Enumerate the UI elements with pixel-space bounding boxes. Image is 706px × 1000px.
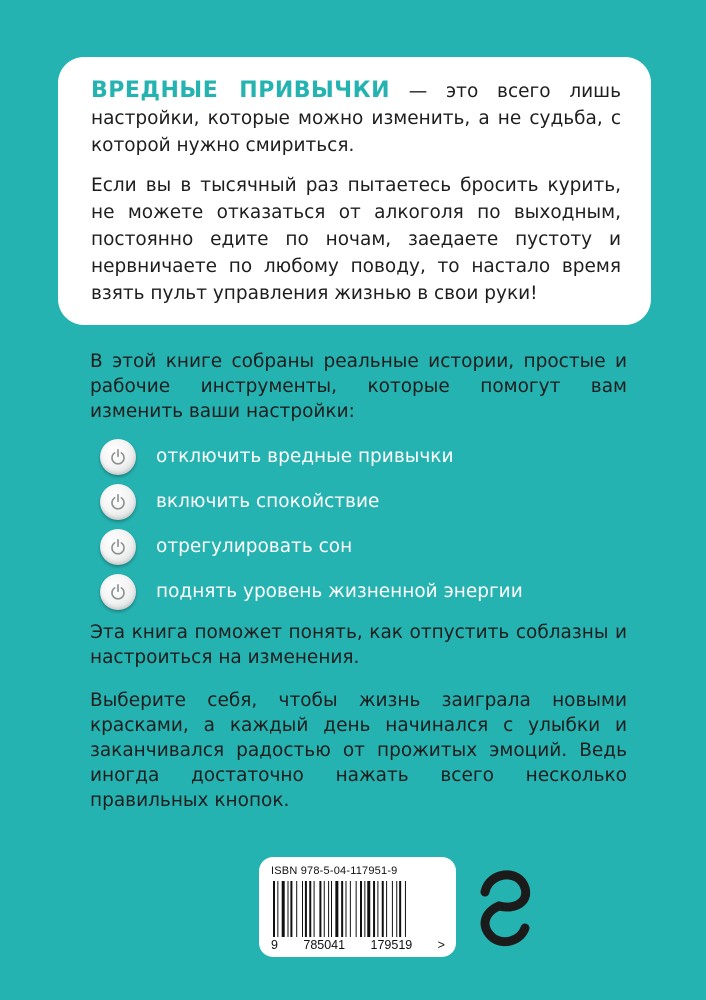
power-icon — [100, 439, 136, 475]
isbn-text: ISBN 978-5-04-117951-9 — [271, 865, 398, 877]
barcode-bar — [367, 881, 370, 937]
barcode-bar — [296, 881, 297, 937]
barcode-bar — [324, 881, 325, 937]
list-item — [100, 479, 523, 524]
barcode-bar — [290, 881, 292, 937]
ean-digit-lead: 9 — [271, 938, 278, 952]
list-item-label: отключить вредные привычки — [156, 446, 454, 467]
intro-paragraph: В этой книге собраны реальные истории, простые и рабочие инструменты, которые помогут вам изменить ваши настройки: — [90, 351, 627, 422]
barcode-bar — [392, 881, 393, 937]
barcode-bar — [382, 881, 384, 937]
barcode-bar — [350, 881, 351, 937]
list-item-label: отрегулировать сон — [156, 536, 353, 557]
barcode-bar — [328, 881, 329, 937]
barcode-bar — [373, 881, 375, 937]
ean-quiet-mark: > — [437, 938, 445, 952]
card-paragraph: Если вы в тысячный раз пытаетесь бросить курить, не можете отказаться от алкоголя по выходным, постоянно едите по ночам, заедаете пустоту и нервничаете по любому поводу, то настало время взять пульт управления жизнью в свои руки! — [91, 175, 621, 304]
barcode-bar — [377, 881, 378, 937]
list-item — [100, 524, 523, 569]
barcode-bar — [364, 881, 365, 937]
barcode-bar — [305, 881, 307, 937]
barcode-bar — [386, 881, 387, 937]
barcode-bar — [356, 881, 357, 937]
headline: ВРЕДНЫЕ ПРИВЫЧКИ — [91, 78, 390, 103]
closing-paragraph-1: Эта книга поможет понять, как отпустить соблазны и настроиться на изменения. — [90, 622, 627, 668]
list-item-label: включить спокойствие — [156, 491, 380, 512]
headline-continuation: — это всего лишь настройки, которые можно изменить, а не судьба, с которой нужно смириться. — [91, 81, 621, 156]
barcode-bar — [360, 881, 362, 937]
closing-paragraph-2: Выберите себя, чтобы жизнь заиграла новыми красками, а каждый день начинался с улыбки и заканчивался радостью от прожитых эмоций. Ведь иногда достаточно нажать всего несколько правильных кнопок. — [90, 690, 627, 811]
isbn-barcode-box — [259, 857, 456, 957]
ean-digits-left: 785041 — [303, 938, 346, 952]
barcode-bar — [309, 881, 311, 937]
card-lead — [91, 77, 621, 159]
barcode-bar — [314, 881, 315, 937]
ean-digits-right: 179519 — [370, 938, 413, 952]
power-icon — [100, 574, 136, 610]
barcode-bar — [399, 881, 401, 937]
barcode-bar — [302, 881, 303, 937]
list-item — [100, 569, 523, 614]
power-icon — [100, 529, 136, 565]
barcode-bar — [273, 881, 275, 937]
barcode-bar — [282, 881, 285, 937]
feature-list — [100, 434, 523, 614]
list-item — [100, 434, 523, 479]
barcode-bar — [288, 881, 289, 937]
barcode — [271, 881, 445, 937]
barcode-bar — [396, 881, 397, 937]
barcode-bar — [319, 881, 321, 937]
power-icon — [100, 484, 136, 520]
barcode-bar — [331, 881, 332, 937]
list-item-label: поднять уровень жизненной энергии — [156, 581, 523, 602]
ean-digits — [271, 938, 445, 952]
barcode-bar — [341, 881, 343, 937]
barcode-bar — [277, 881, 278, 937]
barcode-bar — [405, 881, 406, 937]
intro-card — [58, 57, 651, 325]
eksmo-logo — [475, 862, 533, 948]
barcode-bar — [346, 881, 347, 937]
barcode-bar — [335, 881, 338, 937]
